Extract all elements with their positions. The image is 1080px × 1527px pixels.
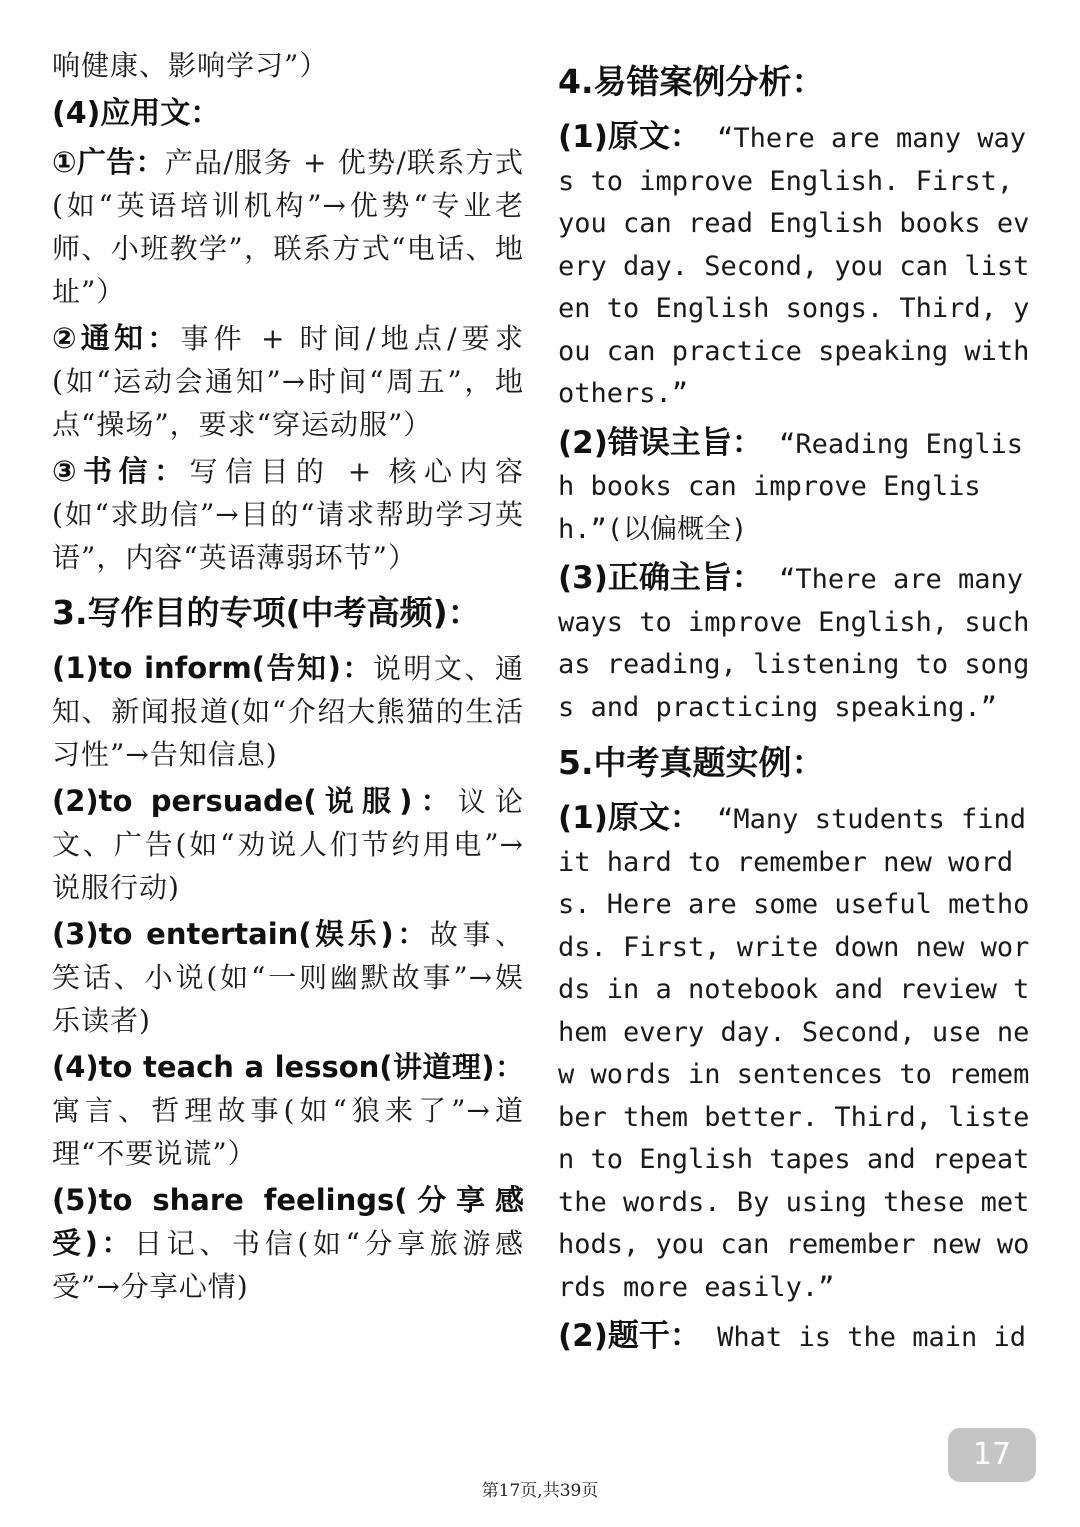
purpose-text: 故事、笑话、小说(如“一则幽默故事”→娱乐读者) (52, 918, 524, 1037)
purpose-item (52, 1179, 524, 1308)
case-text: “There are many ways to improve English, such as reading, listening to songs and practicing speaking.” (558, 564, 1030, 723)
case-label: (2)错误主旨： (558, 424, 763, 461)
exam-item (558, 1315, 1032, 1360)
case-text: “There are many ways to improve English. First, you can read English books every day. Second, you can listen to English songs. Third, you can practice speaking with others.” (558, 123, 1030, 409)
case-item (558, 116, 1032, 416)
section-applied-writing-title: (4)应用文： (52, 96, 221, 131)
exam-text: What is the main id (700, 1322, 1027, 1353)
purpose-label: (4)to teach a lesson(讲道理)： (52, 1050, 524, 1084)
case-item (558, 422, 1032, 552)
ad-item (52, 141, 524, 313)
section-error-analysis-title: 4.易错案例分析： (558, 62, 825, 101)
page-footer: 第17页,共39页 (481, 1481, 599, 1501)
purpose-item (52, 913, 524, 1042)
letter-item (52, 450, 524, 579)
left-column (52, 44, 524, 1308)
ad-label: ①广告： (52, 145, 165, 179)
section-exam-example-title: 5.中考真题实例： (558, 743, 825, 782)
notice-item (52, 317, 524, 446)
purpose-label: (1)to inform(告知)： (52, 651, 373, 685)
purpose-text: 议论文、广告(如“劝说人们节约用电”→说服行动) (52, 785, 524, 904)
purpose-label: (3)to entertain(娱乐)： (52, 917, 430, 951)
intro-line: 响健康、影响学习”） (52, 49, 329, 82)
purpose-label: (5)to share feelings(分享感受)： (52, 1183, 524, 1260)
case-label: (3)正确主旨： (558, 560, 763, 596)
purpose-item (52, 1046, 524, 1175)
case-item (558, 557, 1032, 729)
letter-label: ③书信： (52, 454, 190, 488)
purpose-label: (2)to persuade(说服)： (52, 784, 458, 818)
purpose-text: 寓言、哲理故事(如“狼来了”→道理“不要说谎”） (52, 1094, 524, 1170)
ad-text: 产品/服务 + 优势/联系方式(如“英语培训机构”→优势“专业老师、小班教学”，联系方式“电话、地址”） (52, 146, 524, 308)
exam-text: “Many students find it hard to remember new words. Here are some useful methods. First, write down new words in a notebook and review them every day. Second, use new words in sentences to remember them better. Third, listen to English tapes and repeat the words. By using these methods, you can remember new words more easily.” (558, 804, 1030, 1303)
purpose-item (52, 780, 524, 909)
letter-text: 写信目的 + 核心内容(如“求助信”→目的“请求帮助学习英语”，内容“英语薄弱环节”） (52, 455, 524, 574)
purpose-text: 说明文、通知、新闻报道(如“介绍大熊猫的生活习性”→告知信息) (52, 652, 524, 771)
purpose-item (52, 647, 524, 776)
exam-item (558, 797, 1032, 1309)
purpose-text: 日记、书信(如“分享旅游感受”→分享心情) (52, 1227, 524, 1303)
section-writing-purpose-title: 3.写作目的专项(中考高频)： (52, 593, 481, 632)
notice-text: 事件 + 时间/地点/要求(如“运动会通知”→时间“周五”，地点“操场”，要求“穿运动服”） (52, 322, 524, 441)
exam-label: (2)题干： (558, 1318, 701, 1354)
exam-label: (1)原文： (558, 800, 701, 836)
case-label: (1)原文： (558, 119, 701, 155)
case-text: “Reading English books can improve English.”(以偏概全) (558, 428, 1023, 545)
notice-label: ②通知： (52, 321, 181, 355)
right-column (558, 58, 1032, 1360)
page-number-badge[interactable]: 17 (948, 1428, 1036, 1482)
